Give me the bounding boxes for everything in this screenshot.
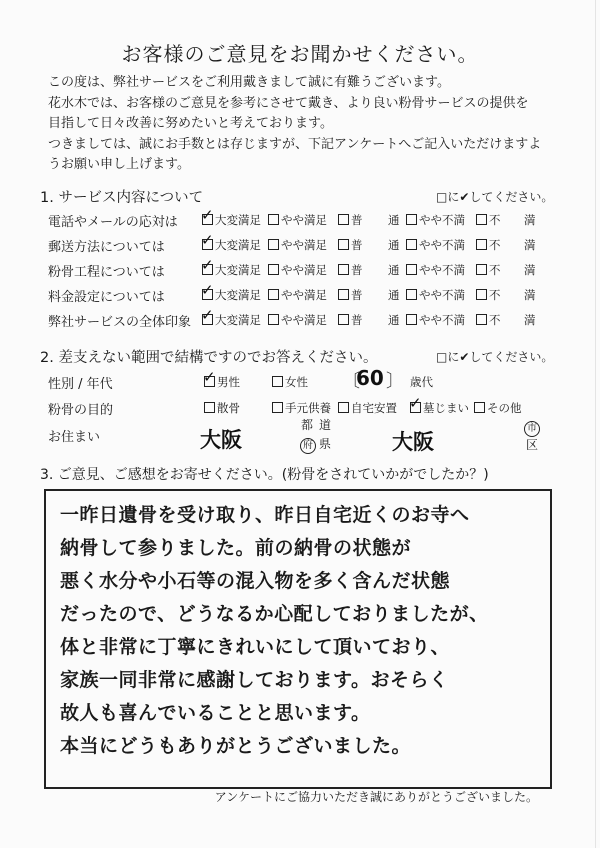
age-value-handwritten[interactable]: 60	[356, 366, 384, 390]
rating-checkbox[interactable]	[268, 239, 279, 250]
rating-option-dissatisfied-right: 満	[524, 313, 536, 327]
rating-option-somewhat-dissatisfied[interactable]: やや不満	[406, 287, 465, 303]
section2-heading: 2. 差支えない範囲で結構ですのでお答えください。	[40, 350, 378, 366]
rating-checkbox[interactable]	[202, 314, 213, 325]
comment-line: 家族一同非常に感謝しております。おそらく	[60, 669, 449, 691]
rating-option-very-satisfied[interactable]: ✓ 大変満足	[202, 212, 261, 228]
section1-heading: 1. サービス内容について	[40, 190, 204, 206]
rating-option-somewhat-satisfied[interactable]: やや満足	[268, 312, 327, 328]
rating-option-somewhat-satisfied[interactable]: やや満足	[268, 287, 327, 303]
intro-line-5: うお願い申し上げます。	[48, 157, 190, 172]
male-checkbox[interactable]	[204, 376, 215, 387]
rating-option-neutral-right: 通	[388, 288, 400, 302]
rating-checkbox[interactable]	[202, 239, 213, 250]
rating-checkbox[interactable]	[338, 214, 349, 225]
rating-option-dissatisfied-right: 満	[524, 263, 536, 277]
comment-line: 納骨して参りました。前の納骨の状態が	[60, 537, 412, 559]
intro-line-1: この度は、弊社サービスをご利用戴きまして誠に有難うございます。	[48, 75, 450, 90]
purpose-option[interactable]: その他	[474, 400, 522, 416]
suffix-dou: 道	[319, 418, 332, 432]
rating-option-neutral-right: 通	[388, 313, 400, 327]
rating-checkbox[interactable]	[476, 239, 487, 250]
rating-checkbox[interactable]	[406, 289, 417, 300]
suffix-to: 都	[301, 418, 314, 432]
comment-line: 故人も喜んでいることと思います。	[60, 702, 371, 724]
rating-checkbox[interactable]	[406, 214, 417, 225]
rating-checkbox[interactable]	[338, 289, 349, 300]
rating-option-dissatisfied-right: 満	[524, 238, 536, 252]
intro-line-3: 目指して日々改善に努めたいと考えております。	[48, 116, 333, 131]
comment-line: 本当にどうもありがとうございました。	[60, 735, 412, 757]
rating-option-neutral-left[interactable]: 普	[338, 262, 363, 278]
rating-option-dissatisfied-left[interactable]: 不	[476, 287, 501, 303]
rating-option-neutral-left[interactable]: 普	[338, 237, 363, 253]
purpose-checkbox[interactable]	[338, 402, 349, 413]
gender-age-label: 性別 / 年代	[48, 377, 113, 392]
female-checkbox[interactable]	[272, 376, 283, 387]
rating-option-very-satisfied[interactable]: ✓ 大変満足	[202, 237, 261, 253]
comment-line: だったので、どうなるか心配しておりましたが、	[60, 603, 489, 625]
rating-option-dissatisfied-right: 満	[524, 213, 536, 227]
purpose-checkbox[interactable]	[474, 402, 485, 413]
male-option[interactable]: ✓ 男性	[204, 374, 240, 390]
rating-checkbox[interactable]	[406, 314, 417, 325]
rating-option-neutral-right: 通	[388, 213, 400, 227]
purpose-option[interactable]: ✓ 墓じまい	[410, 400, 469, 416]
age-bracket-close: 〕	[386, 371, 404, 392]
section3-heading: 3. ご意見、ご感想をお寄せください。(粉骨をされていかがでしたか？)	[40, 467, 489, 483]
suffix-shi-circled: 市	[524, 416, 540, 437]
rating-row-label: 郵送方法については	[48, 240, 165, 255]
rating-checkbox[interactable]	[202, 264, 213, 275]
address-label: お住まい	[48, 430, 101, 445]
rating-checkbox[interactable]	[202, 214, 213, 225]
rating-checkbox[interactable]	[406, 264, 417, 275]
rating-option-dissatisfied-left[interactable]: 不	[476, 237, 501, 253]
rating-option-somewhat-dissatisfied[interactable]: やや不満	[406, 262, 465, 278]
suffix-ku: 区	[526, 438, 539, 452]
rating-checkbox[interactable]	[476, 289, 487, 300]
purpose-option[interactable]: 自宅安置	[338, 400, 397, 416]
rating-option-somewhat-dissatisfied[interactable]: やや不満	[406, 312, 465, 328]
suffix-fu-circled: 府	[300, 433, 316, 454]
prefecture-handwritten[interactable]: 大阪	[200, 428, 242, 452]
rating-option-neutral-left[interactable]: 普	[338, 312, 363, 328]
section2-instruction: □に✔してください。	[436, 350, 554, 364]
purpose-checkbox[interactable]	[272, 402, 283, 413]
rating-option-neutral-right: 通	[388, 238, 400, 252]
rating-option-very-satisfied[interactable]: ✓ 大変満足	[202, 287, 261, 303]
rating-option-dissatisfied-right: 満	[524, 288, 536, 302]
suffix-ken: 県	[319, 437, 332, 451]
comment-line: 悪く水分や小石等の混入物を多く含んだ状態	[60, 570, 451, 592]
rating-option-dissatisfied-left[interactable]: 不	[476, 262, 501, 278]
rating-option-somewhat-dissatisfied[interactable]: やや不満	[406, 212, 465, 228]
rating-checkbox[interactable]	[268, 214, 279, 225]
rating-checkbox[interactable]	[476, 314, 487, 325]
rating-checkbox[interactable]	[338, 239, 349, 250]
comment-line: 一昨日遺骨を受け取り、昨日自宅近くのお寺へ	[60, 504, 470, 526]
rating-row-label: 弊社サービスの全体印象	[48, 315, 192, 330]
female-option[interactable]: 女性	[272, 374, 308, 390]
purpose-option[interactable]: 散骨	[204, 400, 240, 416]
age-bracket-open: 〔	[342, 371, 360, 392]
rating-row-label: 粉骨工程については	[48, 265, 165, 280]
intro-line-2: 花水木では、お客様のご意見を参考にさせて戴き、より良い粉骨サービスの提供を	[48, 96, 529, 111]
rating-row-label: 電話やメールの応対は	[48, 215, 178, 230]
age-unit: 歳代	[410, 375, 433, 389]
rating-checkbox[interactable]	[268, 289, 279, 300]
rating-option-neutral-left[interactable]: 普	[338, 287, 363, 303]
rating-option-neutral-right: 通	[388, 263, 400, 277]
rating-option-very-satisfied[interactable]: ✓ 大変満足	[202, 312, 261, 328]
section1-instruction: □に✔してください。	[436, 190, 554, 204]
comment-line: 体と非常に丁寧にきれいにして頂いており、	[60, 636, 451, 658]
rating-checkbox[interactable]	[338, 264, 349, 275]
rating-option-somewhat-satisfied[interactable]: やや満足	[268, 212, 327, 228]
rating-option-somewhat-dissatisfied[interactable]: やや不満	[406, 237, 465, 253]
rating-checkbox[interactable]	[268, 264, 279, 275]
purpose-label: 粉骨の目的	[48, 403, 114, 418]
purpose-checkbox[interactable]	[204, 402, 215, 413]
city-handwritten[interactable]: 大阪	[392, 430, 434, 454]
rating-option-very-satisfied[interactable]: ✓ 大変満足	[202, 262, 261, 278]
rating-option-dissatisfied-left[interactable]: 不	[476, 212, 501, 228]
purpose-checkbox[interactable]	[410, 402, 421, 413]
rating-checkbox[interactable]	[476, 264, 487, 275]
scan-edge-line	[595, 0, 596, 848]
rating-option-somewhat-satisfied[interactable]: やや満足	[268, 237, 327, 253]
rating-option-neutral-left[interactable]: 普	[338, 212, 363, 228]
rating-checkbox[interactable]	[476, 214, 487, 225]
rating-checkbox[interactable]	[268, 314, 279, 325]
rating-checkbox[interactable]	[406, 239, 417, 250]
rating-option-somewhat-satisfied[interactable]: やや満足	[268, 262, 327, 278]
page-title: お客様のご意見をお聞かせください。	[121, 42, 479, 66]
rating-row-label: 料金設定については	[48, 290, 165, 305]
rating-checkbox[interactable]	[202, 289, 213, 300]
footer-thanks: アンケートにご協力いただき誠にありがとうございました。	[214, 790, 538, 804]
intro-line-4: つきましては、誠にお手数とは存じますが、下記アンケートへご記入いただけますよ	[48, 137, 542, 152]
rating-option-dissatisfied-left[interactable]: 不	[476, 312, 501, 328]
rating-checkbox[interactable]	[338, 314, 349, 325]
purpose-option[interactable]: 手元供養	[272, 400, 331, 416]
